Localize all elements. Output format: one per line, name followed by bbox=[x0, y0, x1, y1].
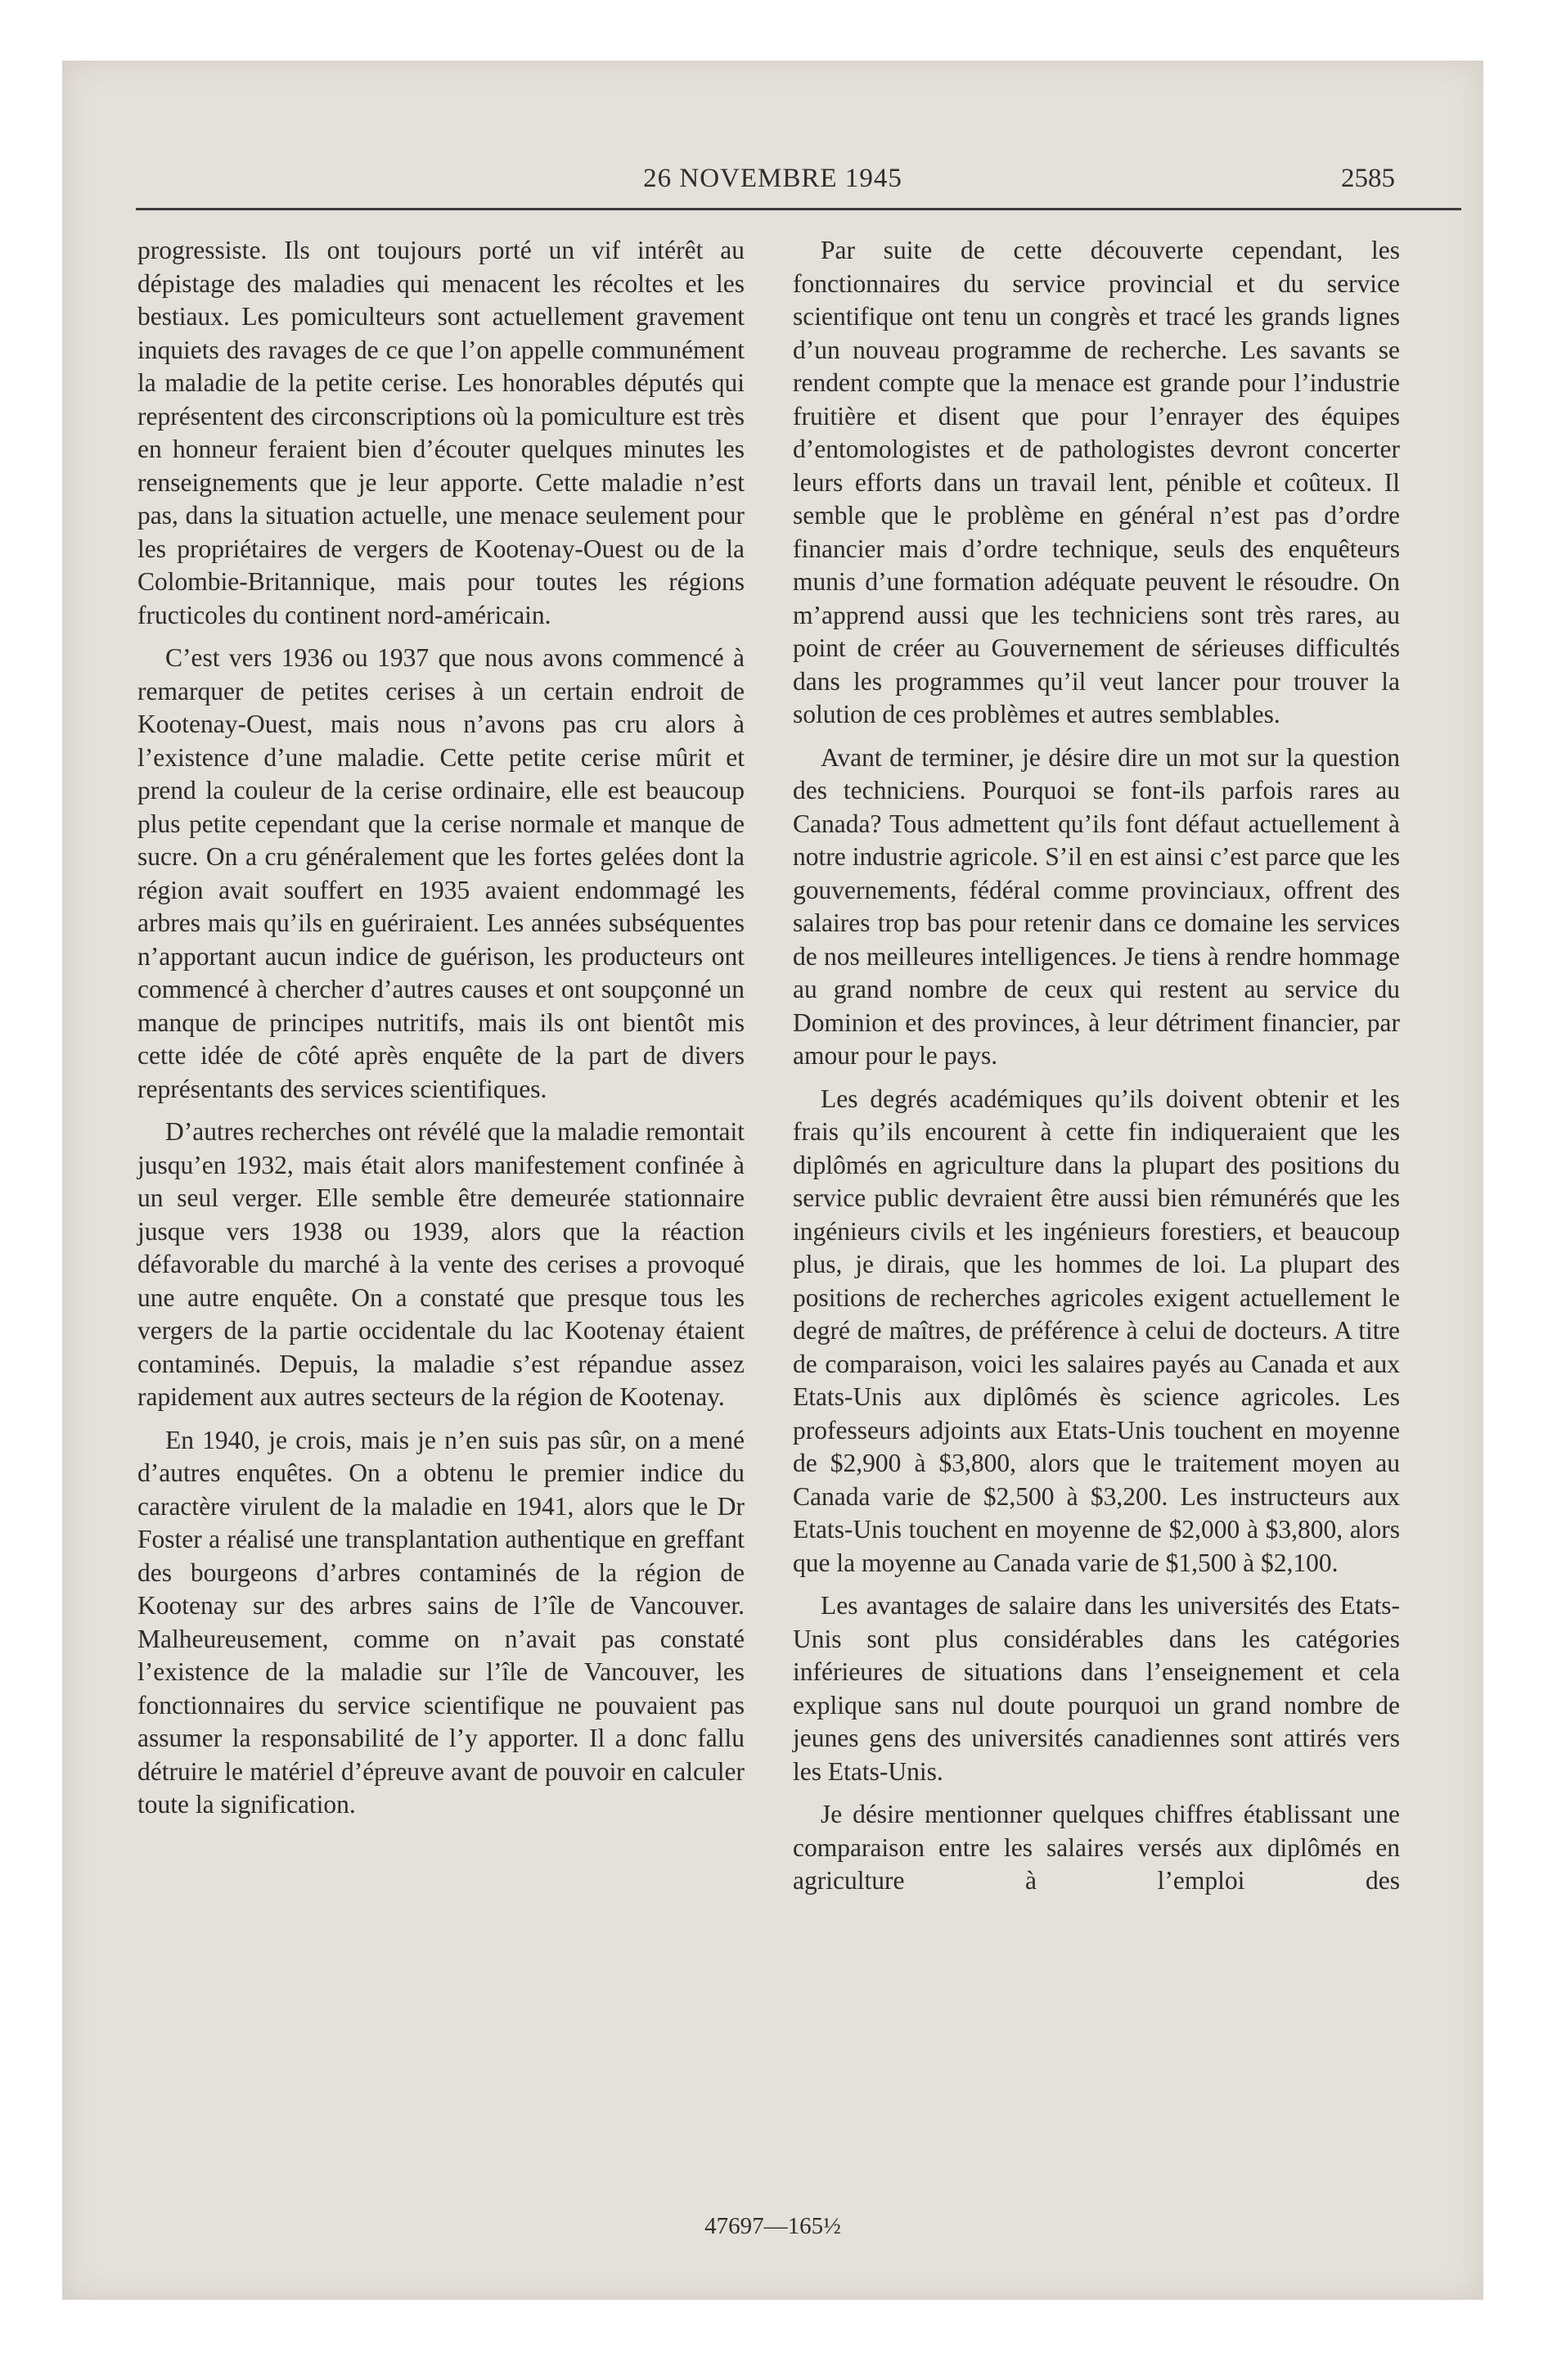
scanned-page bbox=[62, 61, 1483, 2300]
paragraph: progressiste. Ils ont toujours porté un vif intérêt au dépistage des maladies qui menacent les récoltes et les bestiaux. Les pomiculteurs sont actuellement gravement inquiets des ravages de ce que l’on appelle communément la maladie de la petite cerise. Les honorables députés qui représentent des circonscriptions où la pomiculture est très en honneur feraient bien d’écouter quelques minutes les renseignements que je leur apporte. Cette maladie n’est pas, dans la situation actuelle, une menace seulement pour les propriétaires de vergers de Kootenay-Ouest ou de la Colombie-Britannique, mais pour toutes les régions fructicoles du continent nord-américain. bbox=[137, 236, 745, 629]
paragraph: Les avantages de salaire dans les universités des Etats-Unis sont plus considérables dans les catégories inférieures de situations dans l’enseignement et cela explique sans nul doute pourquoi un grand nombre de jeunes gens des universités canadiennes sont attirés vers les Etats-Unis. bbox=[793, 1591, 1400, 1786]
footer-code: 47697—165½ bbox=[704, 2213, 841, 2239]
header-date: 26 NOVEMBRE 1945 bbox=[643, 164, 902, 193]
paragraph: Par suite de cette découverte cependant, les fonctionnaires du service provincial et du service scientifique ont tenu un congrès et tracé les grands lignes d’un nouveau programme de recherche. Les savants se rendent compte que la menace est grande pour l’industrie fruitière et disent que pour l’enrayer des équipes d’entomologistes et de pathologistes devront concerter leurs efforts dans un travail lent, pénible et coûteux. Il semble que le problème en général n’est pas d’ordre financier mais d’ordre technique, seuls des enquêteurs munis d’une formation adéquate peuvent le résoudre. On m’apprend aussi que les techniciens sont très rares, au point de créer au Gouvernement de sérieuses difficultés dans les programmes qu’il veut lancer pour trouver la solution de ces problèmes et autres semblables. bbox=[793, 236, 1400, 728]
header-rule bbox=[136, 208, 1461, 210]
page-header bbox=[62, 164, 1483, 196]
paragraph: Les degrés académiques qu’ils doivent obtenir et les frais qu’ils encourent à cette fin indiqueraient que les diplômés en agriculture dans la plupart des positions du service public devraient être aussi bien rémunérés que les ingénieurs civils et les ingénieurs forestiers, et beaucoup plus, je dirais, que les hommes de loi. La plupart des positions de recherches agricoles exigent actuellement le degré de maîtres, de préférence à celui de docteurs. A titre de comparaison, voici les salaires payés au Canada et aux Etats-Unis aux diplômés ès science agricoles. Les professeurs adjoints aux Etats-Unis touchent en moyenne de $2,900 à $3,800, alors que le traitement moyen au Canada varie de $2,500 à $3,200. Les instructeurs aux Etats-Unis touchent en moyenne de $2,000 à $3,800, alors que la moyenne au Canada varie de $1,500 à $2,100. bbox=[793, 1084, 1400, 1577]
paragraph: C’est vers 1936 ou 1937 que nous avons commencé à remarquer de petites cerises à un certain endroit de Kootenay-Ouest, mais nous n’avons pas cru alors à l’existence d’une maladie. Cette petite cerise mûrit et prend la couleur de la cerise ordinaire, elle est beaucoup plus petite cependant que la cerise normale et manque de sucre. On a cru généralement que les fortes gelées dont la région avait souffert en 1935 avaient endommagé les arbres mais qu’ils en guériraient. Les années subséquentes n’apportant aucun indice de guérison, les producteurs ont commencé à chercher d’autres causes et ont soupçonné un manque de principes nutritifs, mais ils ont bientôt mis cette idée de côté après enquête de la part de divers représentants des services scientifiques. bbox=[137, 643, 745, 1103]
paragraph: Avant de terminer, je désire dire un mot sur la question des techniciens. Pourquoi se font-ils parfois rares au Canada? Tous admettent qu’ils font défaut actuellement à notre industrie agricole. S’il en est ainsi c’est parce que les gouvernements, fédéral comme provinciaux, offrent des salaires trop bas pour retenir dans ce domaine les services de nos meilleures intelligences. Je tiens à rendre hommage au grand nombre de ceux qui restent au service du Dominion et des provinces, à leur détriment financier, par amour pour le pays. bbox=[793, 742, 1400, 1070]
paragraph: D’autres recherches ont révélé que la maladie remontait jusqu’en 1932, mais était alors manifestement confinée à un seul verger. Elle semble être demeurée stationnaire jusque vers 1938 ou 1939, alors que la réaction défavorable du marché à la vente des cerises a provoqué une autre enquête. On a constaté que presque tous les vergers de la partie occidentale du lac Kootenay étaient contaminés. Depuis, la maladie s’est répandue assez rapidement aux autres secteurs de la région de Kootenay. bbox=[137, 1117, 745, 1411]
right-column bbox=[793, 234, 1400, 1908]
page-number: 2585 bbox=[1341, 164, 1395, 193]
paragraph: Je désire mentionner quelques chiffres établissant une comparaison entre les salaires versés aux diplômés en agriculture à l’emploi des bbox=[793, 1800, 1400, 1895]
left-column bbox=[137, 234, 745, 1832]
paragraph: En 1940, je crois, mais je n’en suis pas sûr, on a mené d’autres enquêtes. On a obtenu le premier indice du caractère virulent de la maladie en 1941, alors que le Dr Foster a réalisé une transplantation authentique en greffant des bourgeons d’arbres contaminés de la région de Kootenay sur des arbres sains de l’île de Vancouver. Malheureusement, comme on n’avait pas constaté l’existence de la maladie sur l’île de Vancouver, les fonctionnaires du service scientifique ne pouvaient pas assumer la responsabilité de l’y apporter. Il a donc fallu détruire le matériel d’épreuve avant de pouvoir en calculer toute la signification. bbox=[137, 1425, 745, 1819]
